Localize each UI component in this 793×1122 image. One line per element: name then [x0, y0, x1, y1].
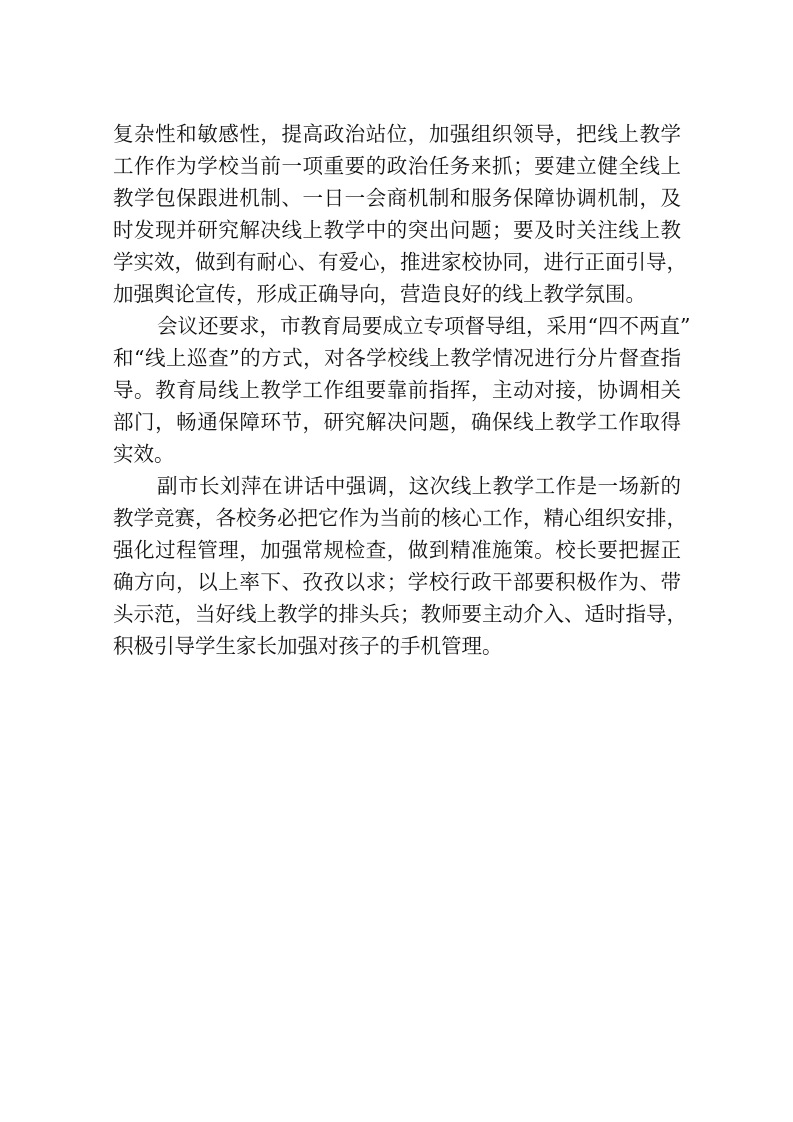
text-line: 强化过程管理，加强常规检查，做到精准施策。校长要把握正: [113, 538, 681, 562]
text-line: 确方向，以上率下、孜孜以求；学校行政干部要积极作为、带: [113, 570, 681, 594]
text-line: 时发现并研究解决线上教学中的突出问题；要及时关注线上教: [113, 218, 681, 242]
text-line: 教学包保跟进机制、一日一会商机制和服务保障协调机制，及: [113, 186, 681, 210]
text-line: 和“线上巡查”的方式，对各学校线上教学情况进行分片督查指: [113, 346, 681, 370]
paragraph-1: [113, 118, 687, 310]
paragraph-3: [113, 470, 687, 662]
text-line: 积极引导学生家长加强对孩子的手机管理。: [113, 634, 503, 658]
text-line: 会议还要求，市教育局要成立专项督导组，采用“四不两直”: [157, 314, 691, 338]
text-line: 头示范，当好线上教学的排头兵；教师要主动介入、适时指导，: [113, 602, 687, 626]
text-line: 副市长刘萍在讲话中强调，这次线上教学工作是一场新的: [157, 474, 681, 498]
text-line: 实效。: [113, 442, 175, 466]
text-line: 加强舆论宣传，形成正确导向，营造良好的线上教学氛围。: [113, 282, 646, 306]
document-body: [113, 118, 691, 662]
text-line: 导。教育局线上教学工作组要靠前指挥，主动对接，协调相关: [113, 378, 681, 402]
text-line: 学实效，做到有耐心、有爱心，推进家校协同，进行正面引导，: [113, 250, 687, 274]
paragraph-2: [113, 310, 691, 470]
text-line: 部门，畅通保障环节，研究解决问题，确保线上教学工作取得: [113, 410, 681, 434]
text-line: 工作作为学校当前一项重要的政治任务来抓；要建立健全线上: [113, 154, 681, 178]
text-line: 复杂性和敏感性，提高政治站位，加强组织领导，把线上教学: [113, 122, 681, 146]
text-line: 教学竞赛，各校务必把它作为当前的核心工作，精心组织安排，: [113, 506, 687, 530]
